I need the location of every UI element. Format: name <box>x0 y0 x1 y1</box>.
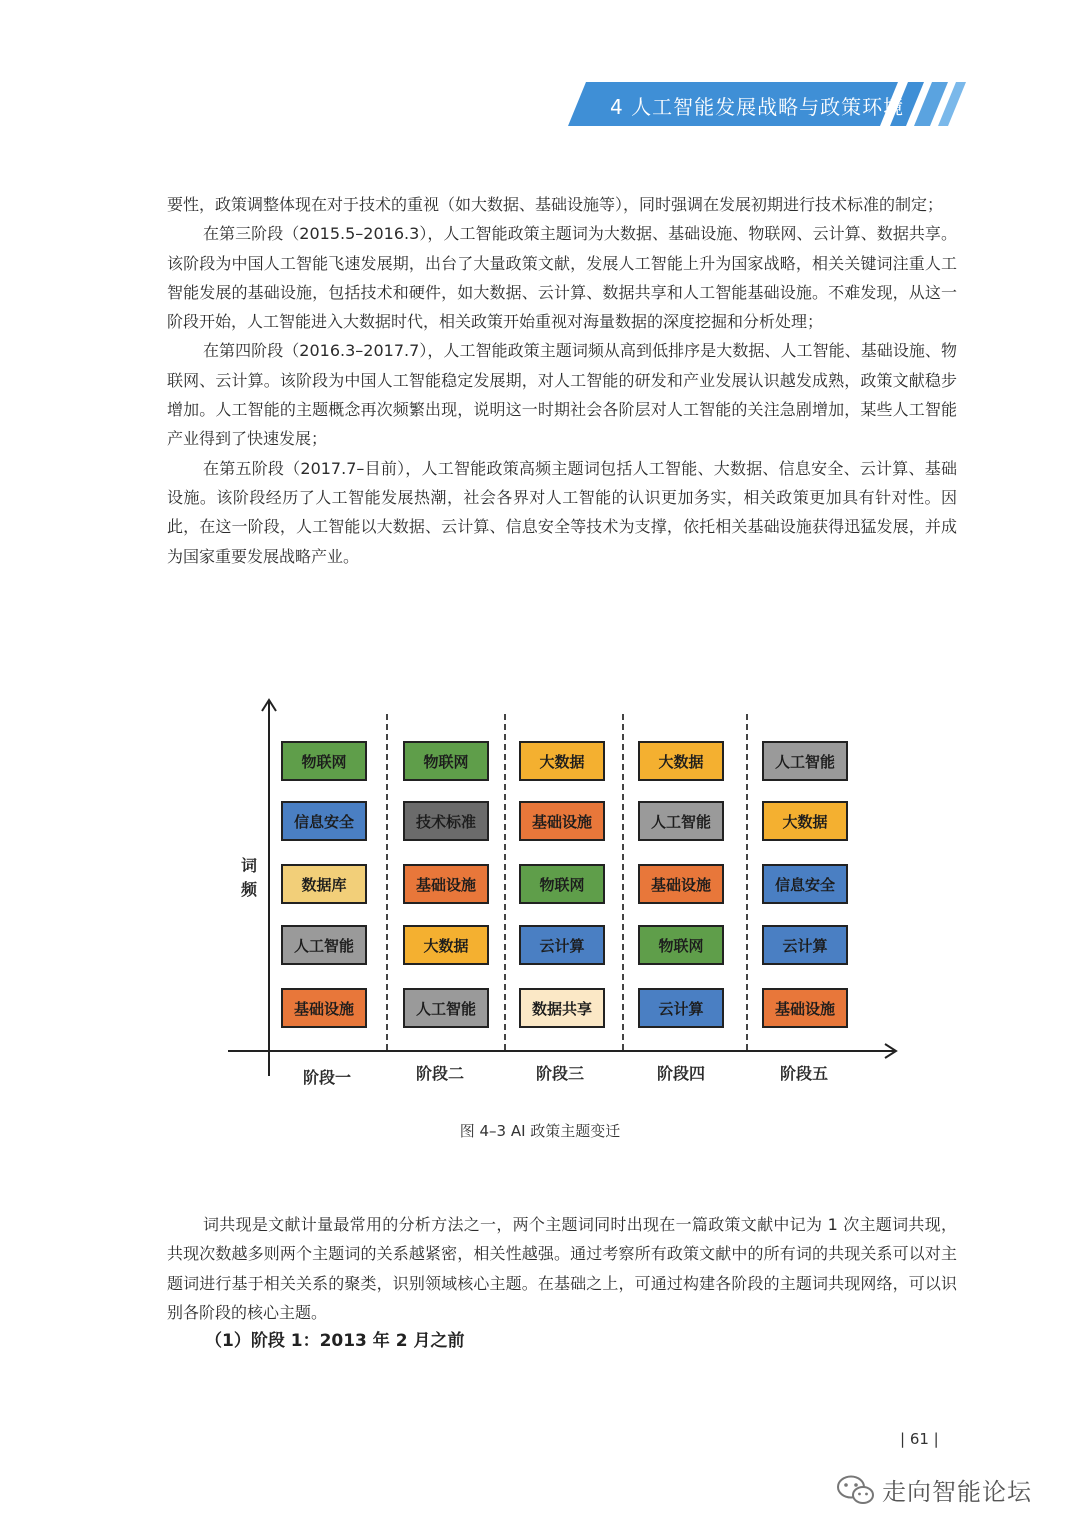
stage-divider <box>746 714 748 1050</box>
x-axis <box>228 1050 894 1052</box>
term-box: 基础设施 <box>519 801 605 841</box>
term-box: 基础设施 <box>762 988 848 1028</box>
x-axis-arrow-icon <box>884 1043 898 1059</box>
y-axis-label-char: 词 <box>240 856 257 875</box>
stage-divider <box>386 714 388 1050</box>
policy-topic-figure <box>220 690 910 1100</box>
term-box: 基础设施 <box>281 988 367 1028</box>
term-box: 技术标准 <box>403 801 489 841</box>
section-subheading: （1）阶段 1：2013 年 2 月之前 <box>205 1331 465 1351</box>
paragraph-stage-four: 在第四阶段（2016.3–2017.7），人工智能政策主题词频从高到低排序是大数据、人工智能、基础设施、物联网、云计算。该阶段为中国人工智能稳定发展期，对人工智能的研发和产业发展认识越发成熟，政策文献稳步增加。人工智能的主题概念再次频繁出现，说明这一时期社会各阶层对人工智能的关注急剧增加，某些人工智能产业得到了快速发展； <box>167 341 957 449</box>
term-box: 人工智能 <box>403 988 489 1028</box>
term-box: 人工智能 <box>638 801 724 841</box>
term-box: 信息安全 <box>762 864 848 904</box>
body-text-bottom <box>167 1210 957 1327</box>
y-axis-label <box>239 854 259 902</box>
term-box: 数据共享 <box>519 988 605 1028</box>
y-axis-label-char: 频 <box>240 880 257 899</box>
figure-caption: 图 4–3 AI 政策主题变迁 <box>459 1122 621 1140</box>
stage-divider <box>622 714 624 1050</box>
term-box: 云计算 <box>519 925 605 965</box>
term-box: 物联网 <box>403 741 489 781</box>
term-box: 人工智能 <box>762 741 848 781</box>
y-axis <box>268 702 270 1076</box>
stage-label: 阶段一 <box>302 1068 351 1087</box>
term-box: 物联网 <box>638 925 724 965</box>
paragraph-stage-three: 在第三阶段（2015.5–2016.3），人工智能政策主题词为大数据、基础设施、物联网、云计算、数据共享。该阶段为中国人工智能飞速发展期，出台了大量政策文献，发展人工智能上升为国家战略，相关关键词注重人工智能发展的基础设施，包括技术和硬件，如大数据、云计算、数据共享和人工智能基础设施。不难发现，从这一阶段开始，人工智能进入大数据时代，相关政策开始重视对海量数据的深度挖掘和分析处理； <box>167 224 957 332</box>
term-box: 物联网 <box>519 864 605 904</box>
wechat-icon <box>836 1473 876 1507</box>
term-box: 基础设施 <box>403 864 489 904</box>
term-box: 云计算 <box>638 988 724 1028</box>
stage-divider <box>504 714 506 1050</box>
term-box: 云计算 <box>762 925 848 965</box>
term-box: 信息安全 <box>281 801 367 841</box>
term-box: 人工智能 <box>281 925 367 965</box>
term-box: 数据库 <box>281 864 367 904</box>
term-box: 大数据 <box>762 801 848 841</box>
stage-label: 阶段五 <box>779 1064 828 1083</box>
term-box: 大数据 <box>519 741 605 781</box>
body-text-top <box>167 190 957 571</box>
stage-label: 阶段二 <box>415 1064 464 1083</box>
term-box: 基础设施 <box>638 864 724 904</box>
watermark <box>836 1472 1032 1507</box>
chapter-header-banner <box>568 82 968 126</box>
paragraph-cooccurrence: 词共现是文献计量最常用的分析方法之一，两个主题词同时出现在一篇政策文献中记为 1 次主题词共现，共现次数越多则两个主题词的关系越紧密，相关性越强。通过考察所有政策文献中的所有词的共现关系可以对主题词进行基于相关关系的聚类，识别领域核心主题。在基础之上，可通过构建各阶段的主题词共现网络，可以识别各阶段的核心主题。 <box>167 1215 957 1322</box>
term-box: 物联网 <box>281 741 367 781</box>
paragraph-stage-five: 在第五阶段（2017.7–目前），人工智能政策高频主题词包括人工智能、大数据、信息安全、云计算、基础设施。该阶段经历了人工智能发展热潮，社会各界对人工智能的认识更加务实，相关政策更加具有针对性。因此，在这一阶段，人工智能以大数据、云计算、信息安全等技术为支撑，依托相关基础设施获得迅猛发展，并成为国家重要发展战略产业。 <box>167 458 957 566</box>
stage-label: 阶段四 <box>656 1064 705 1083</box>
term-box: 大数据 <box>403 925 489 965</box>
page-number: | 61 | <box>900 1430 939 1448</box>
chapter-title: 4 人工智能发展战略与政策环境 <box>610 95 905 119</box>
watermark-text: 走向智能论坛 <box>882 1478 1032 1506</box>
term-box: 大数据 <box>638 741 724 781</box>
y-axis-arrow-icon <box>261 698 277 712</box>
stage-label: 阶段三 <box>535 1064 584 1083</box>
paragraph-continuation: 要性，政策调整体现在对于技术的重视（如大数据、基础设施等），同时强调在发展初期进行技术标准的制定； <box>167 195 944 214</box>
